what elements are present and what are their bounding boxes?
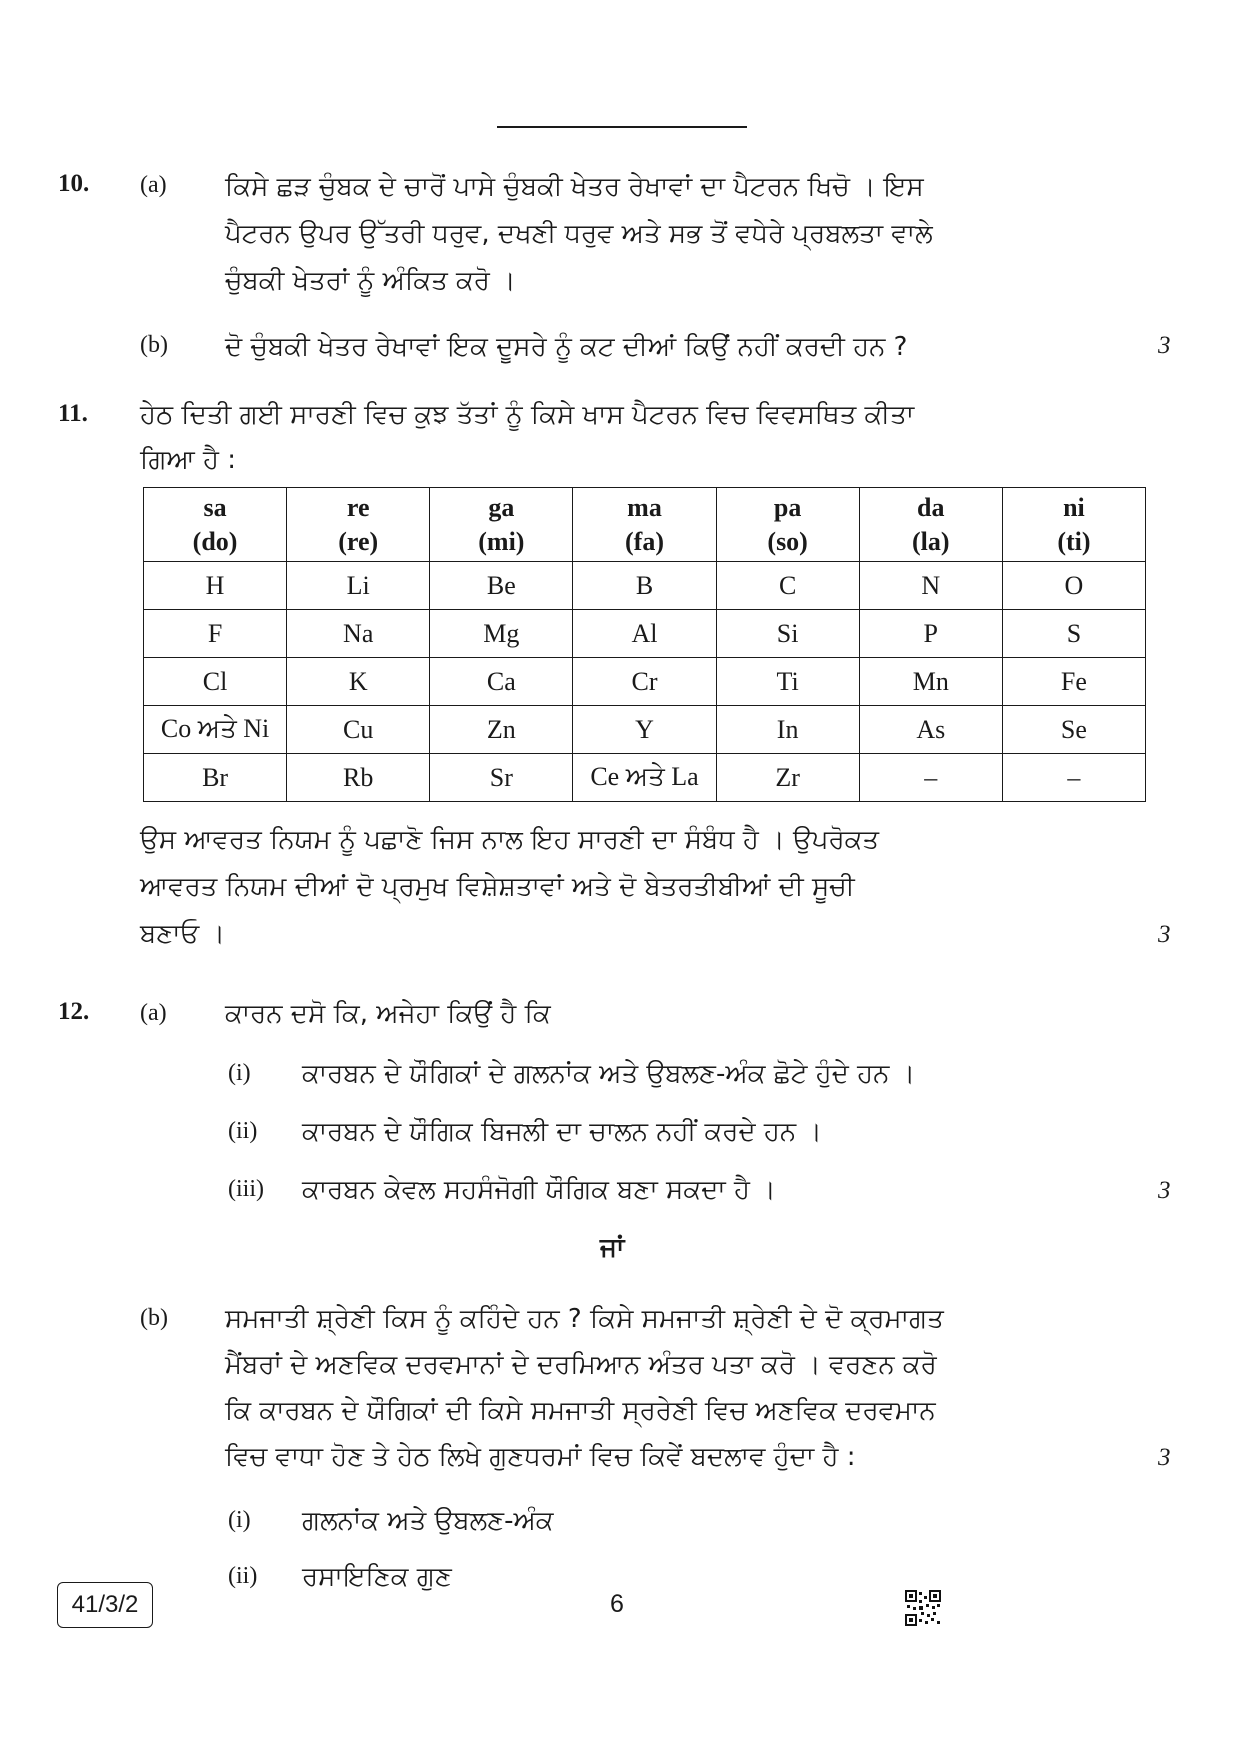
table-cell: Ce ਅਤੇ La [573, 754, 716, 802]
solfa-name: (fa) [625, 526, 664, 556]
table-cell: Na [287, 610, 430, 658]
table-header-cell [287, 488, 430, 562]
question-text-line: ਸਮਜਾਤੀ ਸ਼੍ਰੇਣੀ ਕਿਸ ਨੂੰ ਕਹਿੰਦੇ ਹਨ ? ਕਿਸੇ ਸਮਜਾਤੀ ਸ਼੍ਰੇਣੀ ਦੇ ਦੋ ਕ੍ਰਮਾਗਤ [225, 1304, 944, 1334]
table-cell: B [573, 562, 716, 610]
question-text-line: ਮੈਂਬਰਾਂ ਦੇ ਅਣਵਿਕ ਦਰਵਮਾਨਾਂ ਦੇ ਦਰਮਿਆਨ ਅੰਤਰ ਪਤਾ ਕਰੋ । ਵਰਣਨ ਕਰੋ [225, 1350, 937, 1380]
question-text-line: ਕਾਰਨ ਦਸੋ ਕਿ, ਅਜੇਹਾ ਕਿਉਂ ਹੈ ਕਿ [225, 999, 551, 1029]
question-text-line: ਕਿ ਕਾਰਬਨ ਦੇ ਯੌਗਿਕਾਂ ਦੀ ਕਿਸੇ ਸਮਜਾਤੀ ਸ੍ਰਰੇਣੀ ਵਿਚ ਅਣਵਿਕ ਦਰਵਮਾਨ [225, 1396, 936, 1426]
item-label: (ii) [228, 1563, 258, 1589]
question-number: 12. [58, 998, 90, 1025]
table-row [144, 754, 1146, 802]
table-cell: Ca [430, 658, 573, 706]
solfa-name: (re) [338, 526, 379, 556]
table-cell: Cu [287, 706, 430, 754]
page-number: 6 [610, 1590, 624, 1618]
solfa-name: (so) [767, 526, 808, 556]
solfa-name: (la) [912, 526, 950, 556]
subpart-label: (b) [140, 1305, 168, 1331]
table-row [144, 610, 1146, 658]
top-divider [497, 126, 747, 128]
note-name: re [346, 492, 370, 522]
table-header-cell [144, 488, 287, 562]
question-text-line: ਬਣਾਓ । [140, 919, 225, 949]
table-cell: F [144, 610, 287, 658]
table-cell: O [1002, 562, 1145, 610]
table-row [144, 658, 1146, 706]
marks: 3 [1158, 921, 1171, 948]
elements-table [143, 487, 1146, 802]
table-cell: Y [573, 706, 716, 754]
table-cell: Fe [1002, 658, 1145, 706]
table-cell: Br [144, 754, 287, 802]
question-text-line: ਵਿਚ ਵਾਧਾ ਹੋਣ ਤੇ ਹੇਠ ਲਿਖੇ ਗੁਣਧਰਮਾਂ ਵਿਚ ਕਿਵੇਂ ਬਦਲਾਵ ਹੁੰਦਾ ਹੈ : [225, 1442, 856, 1472]
table-cell: Zr [716, 754, 859, 802]
table-cell: C [716, 562, 859, 610]
item-label: (ii) [228, 1118, 258, 1144]
question-text-line: ਕਾਰਬਨ ਦੇ ਯੌਗਿਕ ਬਿਜਲੀ ਦਾ ਚਾਲਨ ਨਹੀਂ ਕਰਦੇ ਹਨ । [302, 1117, 822, 1147]
marks: 3 [1158, 332, 1171, 359]
table-cell: P [859, 610, 1002, 658]
table-cell: As [859, 706, 1002, 754]
question-text-line: ਦੋ ਚੁੰਬਕੀ ਖੇਤਰ ਰੇਖਾਵਾਂ ਇਕ ਦੂਸਰੇ ਨੂੰ ਕਟ ਦੀਆਂ ਕਿਉਂ ਨਹੀਂ ਕਰਦੀ ਹਨ ? [225, 332, 908, 362]
question-text-line: ਗਿਆ ਹੈ : [140, 445, 237, 475]
table-cell: Mg [430, 610, 573, 658]
table-cell: Li [287, 562, 430, 610]
item-label: (i) [228, 1060, 251, 1086]
question-number: 10. [58, 170, 90, 197]
question-number: 11. [58, 400, 88, 427]
table-cell: S [1002, 610, 1145, 658]
question-text-line: ਚੁੰਬਕੀ ਖੇਤਰਾਂ ਨੂੰ ਅੰਕਿਤ ਕਰੋ । [225, 266, 516, 296]
question-text-line: ਕਾਰਬਨ ਦੇ ਯੌਗਿਕਾਂ ਦੇ ਗਲਨਾਂਕ ਅਤੇ ਉਬਲਣ-ਅੰਕ ਛੋਟੇ ਹੁੰਦੇ ਹਨ । [302, 1059, 916, 1089]
solfa-name: (mi) [478, 526, 525, 556]
table-header-cell [430, 488, 573, 562]
note-name: da [917, 492, 945, 522]
item-label: (i) [228, 1507, 251, 1533]
table-row [144, 706, 1146, 754]
note-name: ga [488, 492, 515, 522]
marks: 3 [1158, 1177, 1171, 1204]
table-cell: Cr [573, 658, 716, 706]
or-separator: ਜਾਂ [600, 1233, 625, 1263]
table-cell: Co ਅਤੇ Ni [144, 706, 287, 754]
table-header-cell [573, 488, 716, 562]
table-cell: Al [573, 610, 716, 658]
paper-code: 41/3/2 [57, 1582, 153, 1628]
table-cell: Si [716, 610, 859, 658]
table-cell: K [287, 658, 430, 706]
table-cell: Se [1002, 706, 1145, 754]
table-cell: Ti [716, 658, 859, 706]
subpart-label: (b) [140, 332, 168, 358]
table-cell: Zn [430, 706, 573, 754]
table-cell: Mn [859, 658, 1002, 706]
question-text-line: ਰਸਾਇਣਿਕ ਗੁਣ [302, 1562, 452, 1592]
solfa-name: (ti) [1057, 526, 1091, 556]
table-header-cell [716, 488, 859, 562]
question-text-line: ਕਾਰਬਨ ਕੇਵਲ ਸਹਸੰਜੋਗੀ ਯੌਗਿਕ ਬਣਾ ਸਕਦਾ ਹੈ । [302, 1175, 776, 1205]
table-cell: In [716, 706, 859, 754]
table-header-row [144, 488, 1146, 562]
subpart-label: (a) [140, 172, 167, 198]
note-name: ni [1063, 492, 1085, 522]
table-header-cell [859, 488, 1002, 562]
qr-code-icon [905, 1590, 941, 1626]
table-cell: Rb [287, 754, 430, 802]
table-cell: Be [430, 562, 573, 610]
subpart-label: (a) [140, 1000, 167, 1026]
table-cell: Cl [144, 658, 287, 706]
question-text-line: ਗਲਨਾਂਕ ਅਤੇ ਉਬਲਣ-ਅੰਕ [302, 1506, 554, 1536]
question-text-line: ਆਵਰਤ ਨਿਯਮ ਦੀਆਂ ਦੋ ਪ੍ਰਮੁਖ ਵਿਸ਼ੇਸ਼ਤਾਵਾਂ ਅਤੇ ਦੋ ਬੇਤਰਤੀਬੀਆਂ ਦੀ ਸੂਚੀ [140, 872, 855, 902]
item-label: (iii) [228, 1176, 264, 1202]
note-name: sa [203, 492, 227, 522]
marks: 3 [1158, 1444, 1171, 1471]
table-cell: H [144, 562, 287, 610]
question-text-line: ਪੈਟਰਨ ਉਪਰ ਉੱਤਰੀ ਧਰੁਵ, ਦਖਣੀ ਧਰੁਵ ਅਤੇ ਸਭ ਤੋਂ ਵਧੇਰੇ ਪ੍ਰਬਲਤਾ ਵਾਲੇ [225, 219, 933, 249]
question-text-line: ਹੇਠ ਦਿਤੀ ਗਈ ਸਾਰਣੀ ਵਿਚ ਕੁਝ ਤੱਤਾਂ ਨੂੰ ਕਿਸੇ ਖਾਸ ਪੈਟਰਨ ਵਿਚ ਵਿਵਸਥਿਤ ਕੀਤਾ [140, 400, 915, 430]
question-text-line: ਉਸ ਆਵਰਤ ਨਿਯਮ ਨੂੰ ਪਛਾਣੋ ਜਿਸ ਨਾਲ ਇਹ ਸਾਰਣੀ ਦਾ ਸੰਬੰਧ ਹੈ । ਉਪਰੋਕਤ [140, 825, 880, 855]
note-name: pa [773, 492, 802, 522]
table-header-cell [1002, 488, 1145, 562]
table-cell: N [859, 562, 1002, 610]
question-text-line: ਕਿਸੇ ਛੜ ਚੁੰਬਕ ਦੇ ਚਾਰੋਂ ਪਾਸੇ ਚੁੰਬਕੀ ਖੇਤਰ ਰੇਖਾਵਾਂ ਦਾ ਪੈਟਰਨ ਖਿਚੋ । ਇਸ [225, 172, 924, 202]
table-row [144, 562, 1146, 610]
solfa-name: (do) [192, 526, 238, 556]
table-cell: Sr [430, 754, 573, 802]
note-name: ma [627, 492, 662, 522]
table-cell: – [859, 754, 1002, 802]
table-cell: – [1002, 754, 1145, 802]
